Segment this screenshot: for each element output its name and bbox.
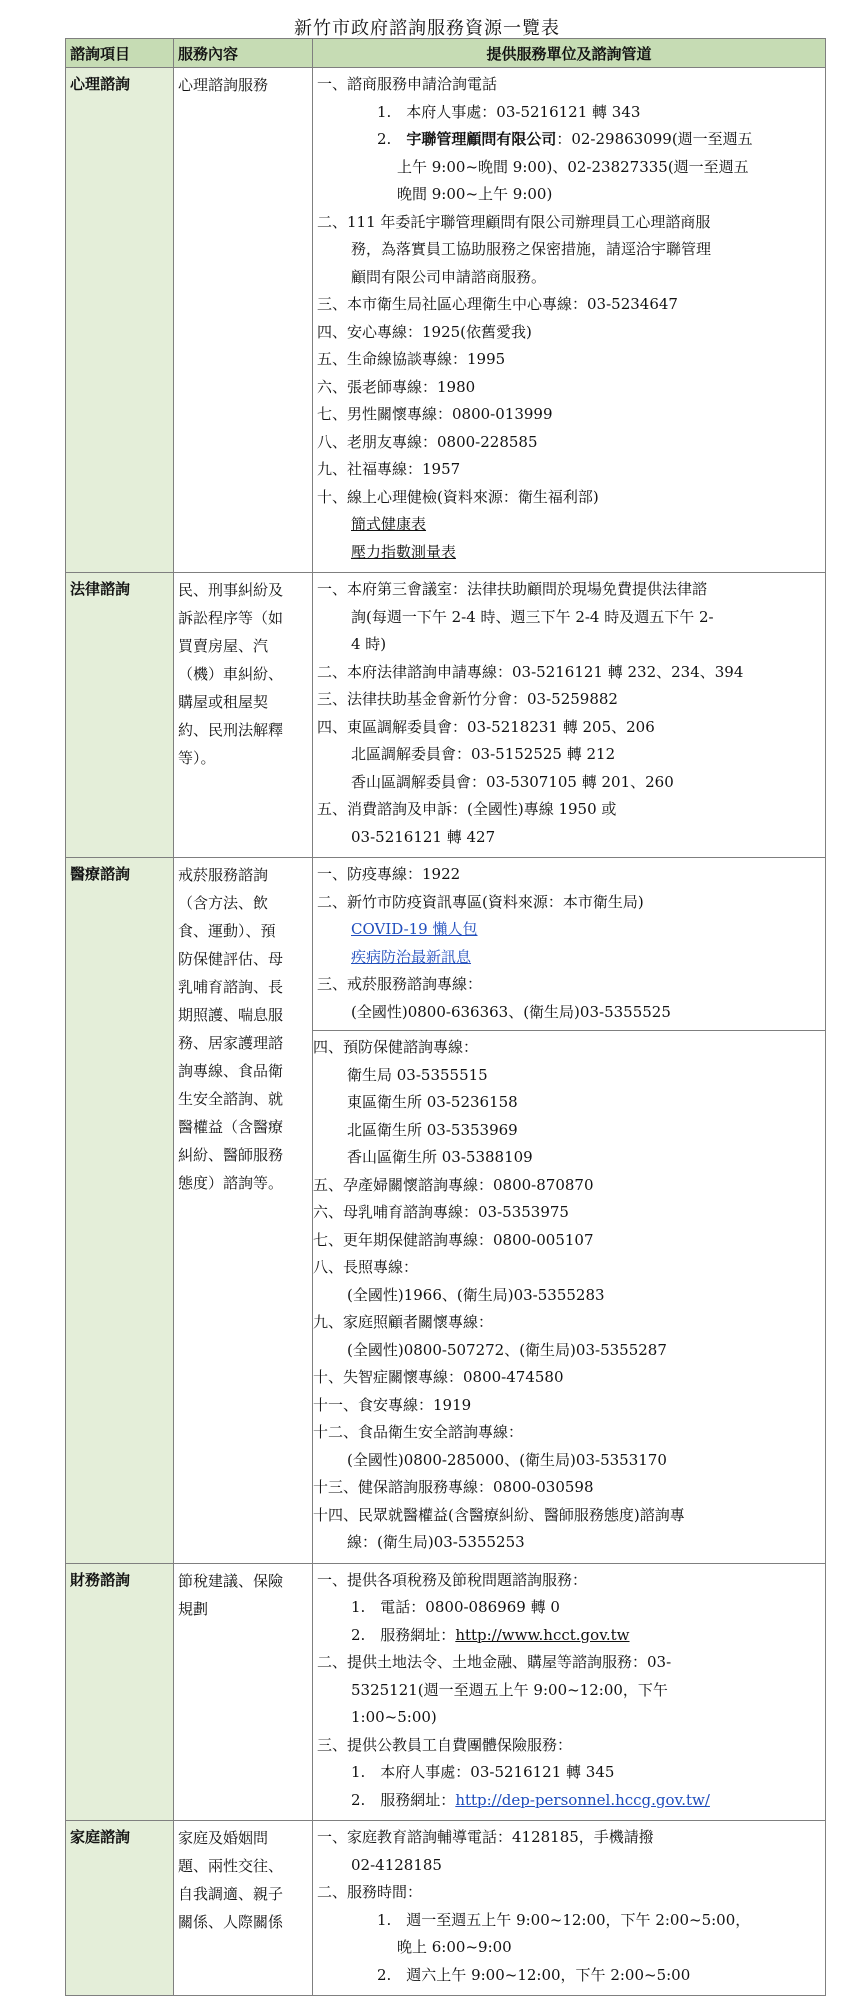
text-fragment: 2. 服務網址： bbox=[351, 1790, 456, 1809]
text-line bbox=[317, 126, 821, 154]
text-line: 香山區調解委員會：03-5307105 轉 201、260 bbox=[351, 772, 674, 791]
text-line: 一、本府第三會議室：法律扶助顧問於現場免費提供法律諮 bbox=[317, 580, 708, 598]
page-title: 新竹市政府諮詢服務資源一覽表 bbox=[294, 18, 560, 39]
text-line: 衛生局 03-5355515 bbox=[347, 1065, 488, 1084]
channels-cell bbox=[313, 573, 826, 858]
text-line: 戒菸服務諮詢 bbox=[178, 866, 269, 884]
service-cell bbox=[174, 573, 313, 858]
text-line: 三、提供公教員工自費團體保險服務： bbox=[317, 1735, 573, 1754]
tax-service-url-link[interactable]: http://www.hcct.gov.tw bbox=[455, 1625, 630, 1644]
text-line: 四、安心專線：1925(依舊愛我) bbox=[317, 322, 532, 341]
text-line: 十二、食品衛生安全諮詢專線： bbox=[313, 1423, 524, 1441]
covid-info-link[interactable]: COVID-19 懶人包 bbox=[351, 920, 478, 938]
text-line: （含方法、飲 bbox=[178, 894, 269, 912]
text-line: 節稅建議、保險 bbox=[178, 1571, 284, 1590]
text-line: 九、社福專線：1957 bbox=[317, 460, 461, 478]
category-cell: 家庭諮詢 bbox=[66, 1821, 174, 1996]
text-fragment: 2. 服務網址： bbox=[351, 1625, 456, 1644]
text-line: 詢(每週一下午 2-4 時、週三下午 2-4 時及週五下午 2- bbox=[351, 607, 714, 626]
text-line: 自我調適、親子 bbox=[178, 1885, 284, 1903]
text-line: 食、運動）、預 bbox=[178, 922, 276, 940]
text-line: 八、老朋友專線：0800-228585 bbox=[317, 432, 538, 451]
text-line: 5325121(週一至週五上午 9:00~12:00，下午 bbox=[351, 1680, 668, 1699]
company-name: 宇聯管理顧問有限公司 bbox=[406, 130, 557, 148]
text-line: 1:00~5:00) bbox=[351, 1708, 437, 1726]
text-line: 關係、人際關係 bbox=[178, 1913, 284, 1931]
cell-divider bbox=[313, 1030, 825, 1557]
text-line: 乳哺育諮詢、長 bbox=[178, 978, 284, 996]
category-cell: 心理諮詢 bbox=[66, 68, 174, 573]
text-line: （機）車糾紛、 bbox=[178, 665, 284, 683]
text-line: (全國性)0800-507272、(衛生局)03-5355287 bbox=[347, 1340, 667, 1359]
text-line: 1. 本府人事處：03-5216121 轉 345 bbox=[351, 1763, 615, 1781]
text-line: 顧問有限公司申請諮商服務。 bbox=[351, 267, 547, 286]
table-row-legal bbox=[66, 573, 826, 858]
text-line: 北區衛生所 03-5353969 bbox=[347, 1120, 518, 1139]
text-line: 二、111 年委託宇聯管理顧問有限公司辦理員工心理諮商服 bbox=[317, 212, 711, 231]
text-line: 1. 週一至週五上午 9:00~12:00，下午 2:00~5:00， bbox=[377, 1910, 751, 1929]
stress-index-link[interactable]: 壓力指數測量表 bbox=[351, 542, 457, 561]
text-line: 五、生命線協談專線：1995 bbox=[317, 350, 506, 368]
text-line: 1. 本府人事處：03-5216121 轉 343 bbox=[377, 102, 641, 121]
table-row-psych bbox=[66, 68, 826, 573]
header-service: 服務內容 bbox=[174, 39, 313, 68]
personnel-url-link[interactable]: http://dep-personnel.hccg.gov.tw/ bbox=[455, 1790, 710, 1809]
category-cell: 醫療諮詢 bbox=[66, 858, 174, 1564]
category-cell: 財務諮詢 bbox=[66, 1563, 174, 1821]
text-line: 02-4128185 bbox=[351, 1855, 442, 1874]
text-line: 八、長照專線： bbox=[313, 1258, 419, 1276]
text-line: 三、戒菸服務諮詢專線： bbox=[317, 975, 483, 993]
table-row-family bbox=[66, 1821, 826, 1996]
text-fragment: ：02-29863099(週一至週五 bbox=[556, 130, 753, 148]
text-line: 五、消費諮詢及申訴：(全國性)專線 1950 或 bbox=[317, 800, 617, 818]
text-line: 態度）諮詢等。 bbox=[178, 1174, 284, 1192]
text-line: 醫權益（含醫療 bbox=[178, 1118, 284, 1136]
text-line: 題、兩性交往、 bbox=[178, 1857, 284, 1875]
text-line: 生安全諮詢、就 bbox=[178, 1090, 284, 1108]
text-line: 期照護、喘息服 bbox=[178, 1006, 284, 1024]
service-table bbox=[65, 38, 826, 1996]
service-cell: 心理諮詢服務 bbox=[174, 68, 313, 573]
text-line: 九、家庭照顧者關懷專線： bbox=[313, 1313, 494, 1331]
text-line: 三、法律扶助基金會新竹分會：03-5259882 bbox=[317, 690, 618, 708]
header-row bbox=[66, 39, 826, 68]
text-line: 東區衛生所 03-5236158 bbox=[347, 1093, 518, 1111]
channels-cell bbox=[313, 68, 826, 573]
list-number: 2. bbox=[377, 130, 407, 148]
text-line: 七、更年期保健諮詢專線：0800-005107 bbox=[313, 1230, 594, 1249]
text-line: 民、刑事糾紛及 bbox=[178, 581, 284, 599]
text-line: 五、孕產婦關懷諮詢專線：0800-870870 bbox=[313, 1175, 594, 1194]
text-line: 七、男性關懷專線：0800-013999 bbox=[317, 405, 553, 423]
table-row-medical bbox=[66, 858, 826, 1564]
text-line: (全國性)0800-285000、(衛生局)03-5353170 bbox=[347, 1450, 667, 1469]
channels-cell bbox=[313, 858, 826, 1564]
text-line: 1. 電話：0800-086969 轉 0 bbox=[351, 1598, 560, 1616]
text-line: 四、東區調解委員會：03-5218231 轉 205、206 bbox=[317, 717, 655, 736]
text-line: 線：(衛生局)03-5355253 bbox=[347, 1533, 525, 1551]
header-channels: 提供服務單位及諮詢管道 bbox=[313, 39, 826, 68]
text-line: 十、線上心理健檢(資料來源：衛生福利部) bbox=[317, 487, 599, 506]
text-line: 務、居家護理諮 bbox=[178, 1034, 284, 1052]
channels-cell bbox=[313, 1821, 826, 1996]
text-line: 十四、民眾就醫權益(含醫療糾紛、醫師服務態度)諮詢專 bbox=[313, 1505, 685, 1524]
text-line: 03-5216121 轉 427 bbox=[351, 827, 496, 846]
text-line: 一、防疫專線：1922 bbox=[317, 865, 461, 883]
text-line: 十一、食安專線：1919 bbox=[313, 1395, 472, 1414]
text-line: 北區調解委員會：03-5152525 轉 212 bbox=[351, 745, 616, 763]
text-line bbox=[317, 1622, 821, 1650]
text-line: 二、提供土地法令、土地金融、購屋等諮詢服務：03- bbox=[317, 1653, 672, 1671]
text-line: 訴訟程序等（如 bbox=[178, 609, 284, 627]
text-line: 香山區衛生所 03-5388109 bbox=[347, 1148, 533, 1166]
text-line: 規劃 bbox=[178, 1599, 209, 1618]
text-line: 一、提供各項稅務及節稅問題諮詢服務： bbox=[317, 1570, 588, 1589]
service-cell bbox=[174, 1821, 313, 1996]
channels-cell bbox=[313, 1563, 826, 1821]
text-line: 晚上 6:00~9:00 bbox=[397, 1938, 512, 1956]
text-line: 二、本府法律諮詢申請專線：03-5216121 轉 232、234、394 bbox=[317, 662, 744, 681]
text-line: 4 時) bbox=[351, 635, 387, 653]
text-line: 買賣房屋、汽 bbox=[178, 637, 269, 655]
text-line: 防保健評估、母 bbox=[178, 950, 284, 968]
text-line: 三、本市衛生局社區心理衛生中心專線：03-5234647 bbox=[317, 295, 678, 313]
header-category: 諮詢項目 bbox=[66, 39, 174, 68]
text-line: 六、張老師專線：1980 bbox=[317, 377, 476, 396]
text-line: 糾紛、醫師服務 bbox=[178, 1146, 284, 1164]
service-cell bbox=[174, 1563, 313, 1821]
text-line: 詢專線、食品衛 bbox=[178, 1062, 284, 1080]
table-row-finance bbox=[66, 1563, 826, 1821]
text-line bbox=[317, 1787, 821, 1815]
text-line: (全國性)1966、(衛生局)03-5355283 bbox=[347, 1285, 605, 1304]
text-line: 二、服務時間： bbox=[317, 1883, 423, 1901]
category-cell: 法律諮詢 bbox=[66, 573, 174, 858]
text-line: 2. 週六上午 9:00~12:00，下午 2:00~5:00 bbox=[377, 1965, 691, 1984]
text-line: 四、預防保健諮詢專線： bbox=[313, 1038, 479, 1056]
text-line: 上午 9:00~晚間 9:00)、02-23827335(週一至週五 bbox=[397, 157, 749, 176]
text-line: 六、母乳哺育諮詢專線：03-5353975 bbox=[313, 1203, 569, 1221]
simple-health-table-link[interactable]: 簡式健康表 bbox=[351, 515, 427, 533]
text-line: 購屋或租屋契 bbox=[178, 693, 269, 711]
service-cell bbox=[174, 858, 313, 1564]
text-line: 十、失智症關懷專線：0800-474580 bbox=[313, 1368, 564, 1386]
text-line: 十三、健保諮詢服務專線：0800-030598 bbox=[313, 1478, 594, 1496]
text-line: (全國性)0800-636363、(衛生局)03-5355525 bbox=[351, 1002, 671, 1021]
text-line: 晚間 9:00~上午 9:00) bbox=[397, 185, 553, 203]
text-line: 等）。 bbox=[178, 749, 216, 767]
text-line: 一、諮商服務申請洽詢電話 bbox=[317, 75, 498, 93]
disease-news-link[interactable]: 疾病防治最新訊息 bbox=[351, 947, 472, 966]
text-line: 家庭及婚姻問 bbox=[178, 1829, 269, 1847]
text-line: 二、新竹市防疫資訊專區(資料來源：本市衛生局) bbox=[317, 892, 644, 911]
text-line: 務，為落實員工協助服務之保密措施，請逕洽宇聯管理 bbox=[351, 240, 712, 258]
text-line: 一、家庭教育諮詢輔導電話：4128185，手機請撥 bbox=[317, 1828, 654, 1846]
text-line: 約、民刑法解釋 bbox=[178, 721, 284, 739]
